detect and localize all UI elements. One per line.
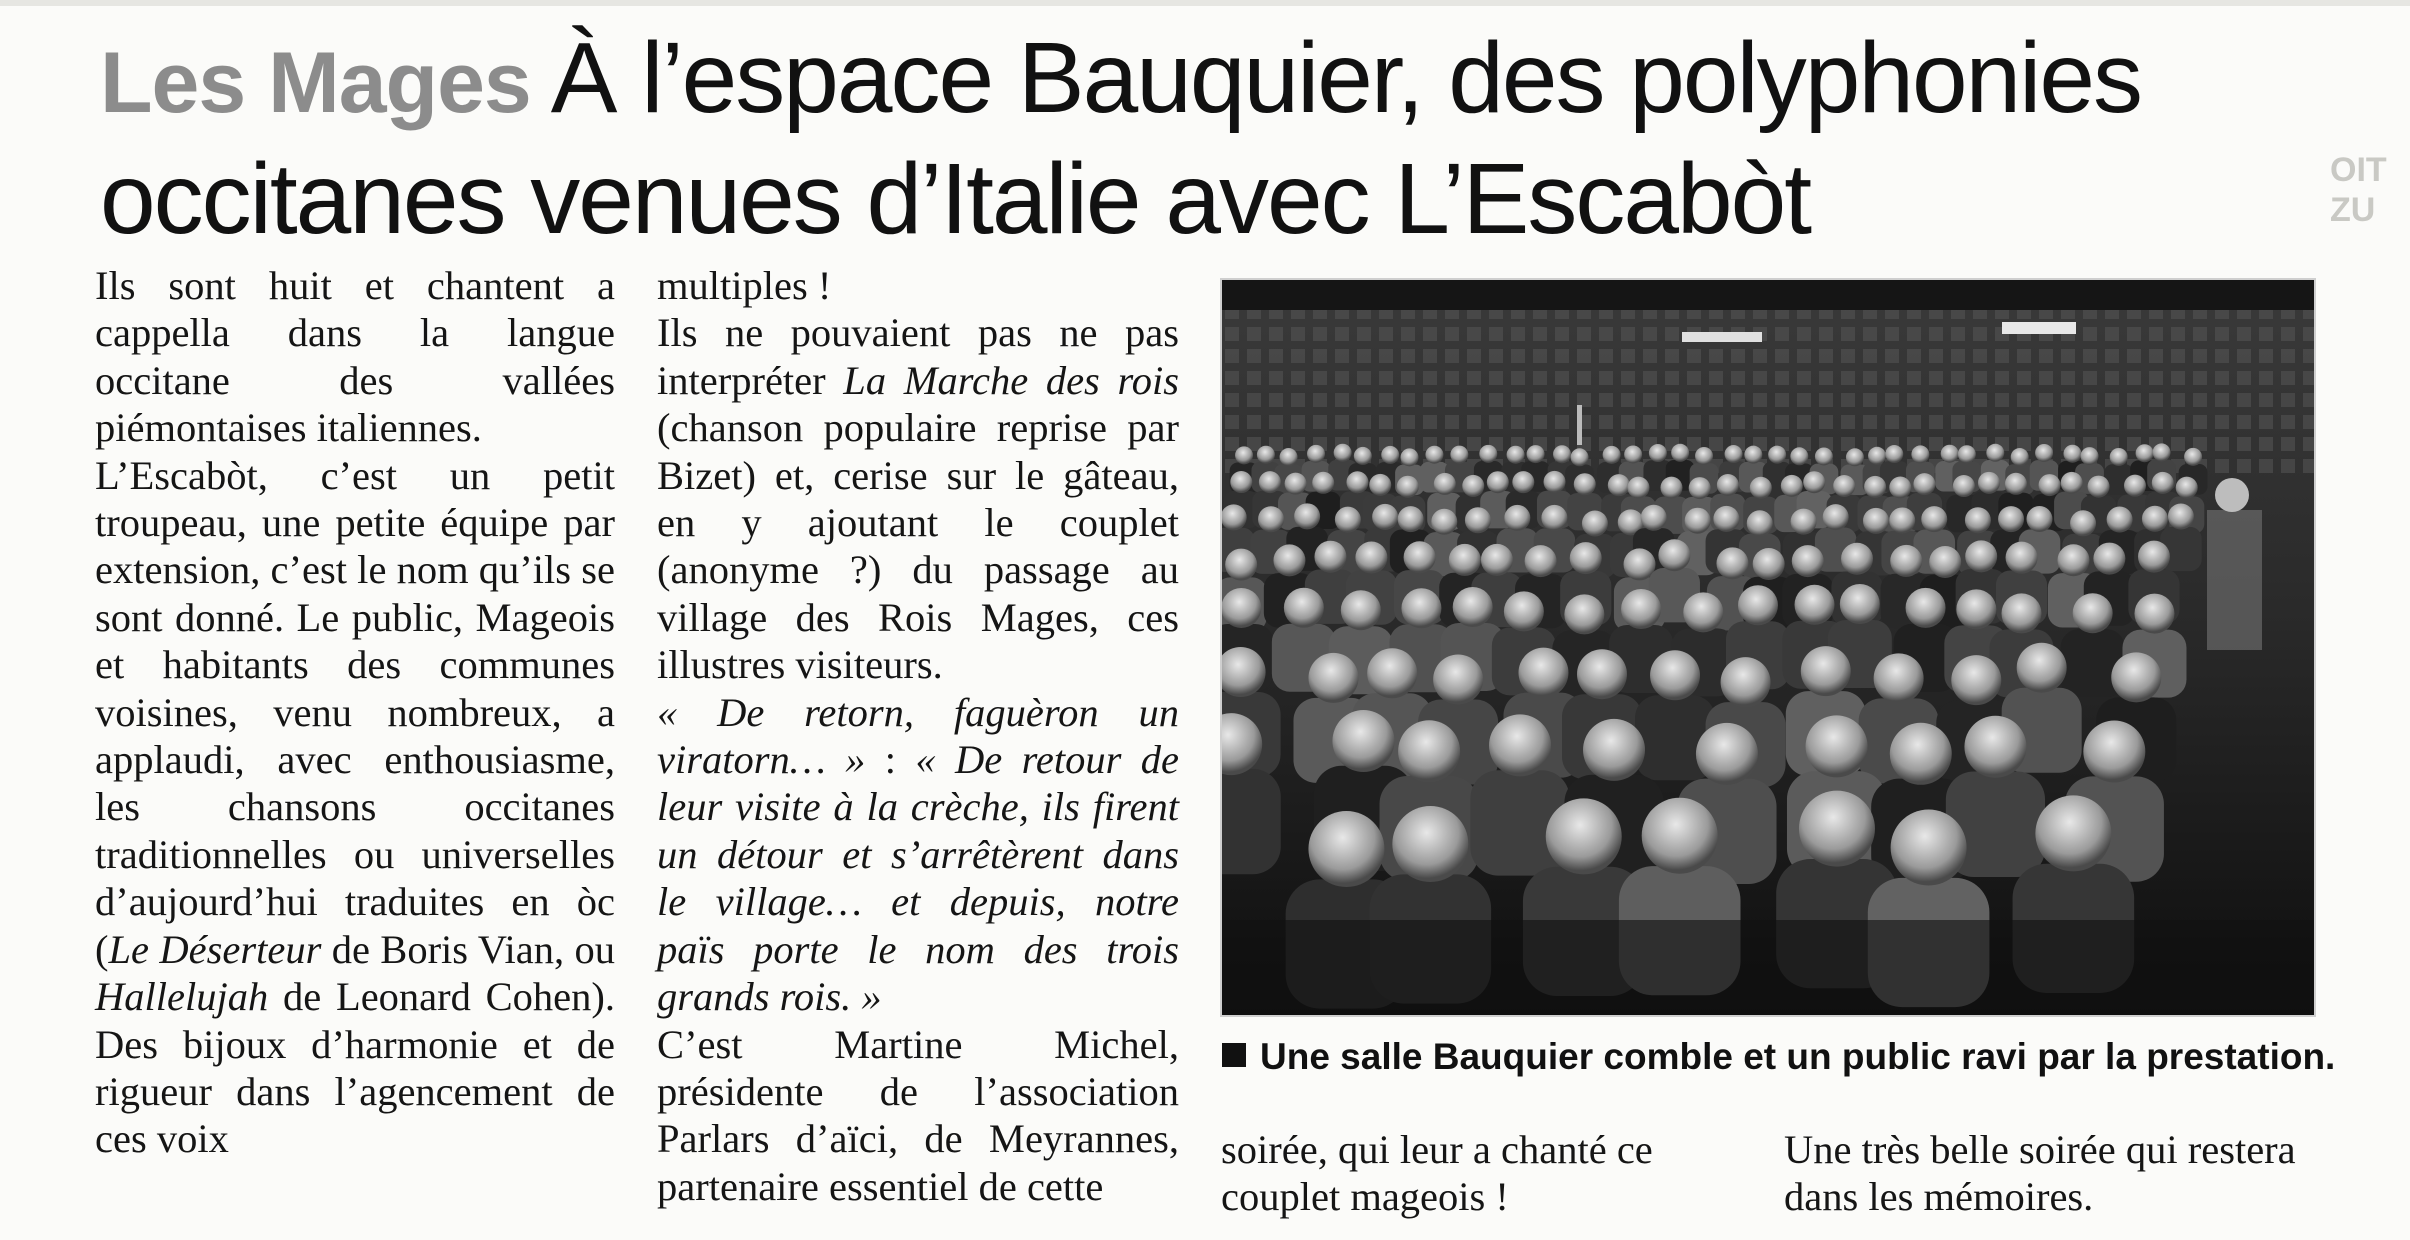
song-title-deserteur: Le Déserteur bbox=[108, 926, 322, 972]
song-title-hallelujah: Hallelujah bbox=[95, 974, 269, 1020]
song-title-marche: La Marche des rois bbox=[843, 357, 1179, 403]
article-column-1 bbox=[95, 262, 615, 1163]
caption-text: Une salle Bauquier comble et un public ravi par la prestation. bbox=[1260, 1036, 2336, 1077]
neighboring-article-fragment bbox=[2320, 0, 2410, 1240]
article-column-4 bbox=[1784, 1126, 2304, 1221]
paragraph-closing: Une très belle soirée qui restera dans les mémoires. bbox=[1784, 1127, 2296, 1220]
paragraph-continuation: multiples ! bbox=[657, 263, 832, 308]
caption-bullet-icon bbox=[1222, 1043, 1246, 1067]
neighbor-text-2: ZU bbox=[2330, 191, 2376, 229]
headline-kicker: Les Mages bbox=[100, 35, 531, 131]
neighbor-text-1: OIT bbox=[2330, 151, 2387, 189]
top-rule bbox=[0, 0, 2410, 6]
article-column-3 bbox=[1221, 1126, 1739, 1221]
paragraph-quote: « De retorn, faguèron un viratorn… » : « De retour de leur visite à la crèche, ils firent un détour et s’arrêtèrent dans le village… et depuis, notre païs porte le nom des trois grands rois. » bbox=[657, 689, 1180, 1020]
paragraph-soiree: soirée, qui leur a chanté ce couplet mageois ! bbox=[1221, 1127, 1653, 1220]
paragraph-martine: C’est Martine Michel, présidente de l’association Parlars d’aïci, de Meyrannes, partenaire essentiel de cette bbox=[657, 1021, 1179, 1209]
paragraph-intro: Ils sont huit et chantent a cappella dans la langue occitane des vallées piémontaises italiennes. bbox=[95, 263, 615, 451]
audience-photo-image bbox=[1222, 280, 2314, 1015]
photo-caption bbox=[1222, 1034, 2336, 1080]
article-column-2 bbox=[657, 262, 1179, 1210]
paragraph-marche-des-rois: Ils ne pouvaient pas ne pas interpréter La Marche des rois (chanson populaire reprise par Bizet) et, cerise sur le gâteau, en y ajoutant le couplet (anonyme ?) du passage au village des Rois Mages, ces illustres visiteurs. bbox=[657, 310, 1179, 688]
headline bbox=[100, 20, 2300, 257]
quote-occitan: « De retorn, faguèron un viratorn… » bbox=[657, 689, 1179, 783]
audience-photo bbox=[1220, 278, 2316, 1017]
quote-french: « De retour de leur visite à la crèche, ils firent un détour et s’arrêtèrent dans le village… et depuis, notre païs porte le nom des trois grands rois. » bbox=[657, 737, 1180, 1020]
headline-title: À l’espace Bauquier, des polyphonies occitanes venues d’Italie avec L’Escabòt bbox=[100, 22, 2142, 255]
paragraph-escabot: L’Escabòt, c’est un petit troupeau, une petite équipe par extension, c’est le nom qu’ils se sont donné. Le public, Mageois et habitants des communes voisines, venu nombreux, a applaudi, avec enthousiasme, les chansons occitanes traditionnelles ou universelles d’aujourd’hui traduites en òc (Le Déserteur de Boris Vian, ou Hallelujah de Leonard Cohen). Des bijoux d’harmonie et de rigueur dans l’agencement de ces voix bbox=[95, 452, 615, 1162]
